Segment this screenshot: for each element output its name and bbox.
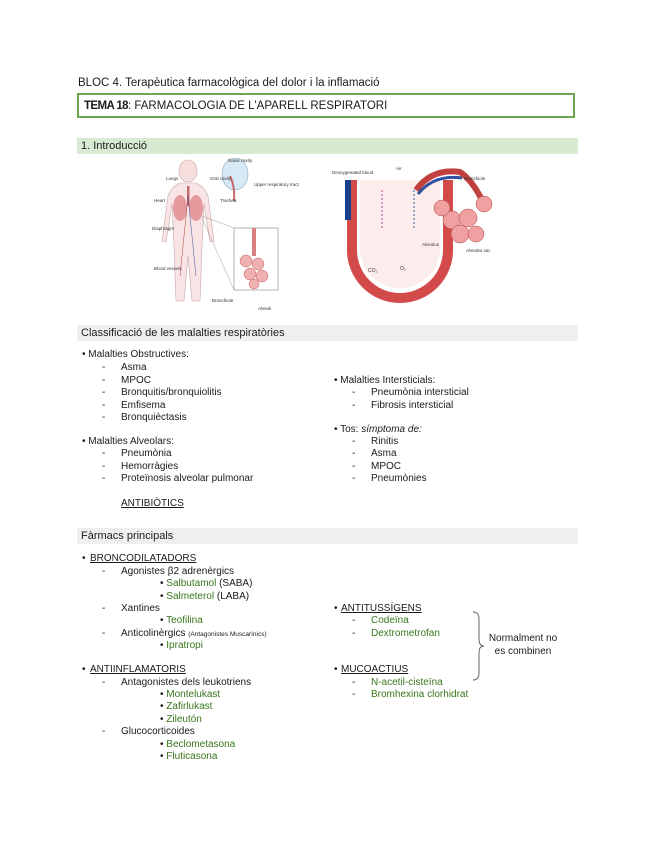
note-line-2: es combinen <box>494 646 552 657</box>
bullet: • <box>82 553 86 564</box>
label-alveolar-sac: Alveolar sac <box>466 248 491 253</box>
obstructive-item: Emfisema <box>121 400 166 411</box>
dash: - <box>352 387 356 398</box>
dash: - <box>102 375 106 386</box>
dash: - <box>102 362 106 373</box>
tos-item: Asma <box>371 448 397 459</box>
alveolus-figure <box>322 160 497 313</box>
obstructives-title: • Malalties Obstructives: <box>82 349 189 360</box>
drug-teofilina: • Teofilina <box>160 615 203 626</box>
antagonistes-label: Antagonistes dels leukotriens <box>121 677 252 688</box>
drug-bromhexina: Bromhexina clorhidrat <box>371 689 469 700</box>
dash: - <box>352 473 356 484</box>
dash: - <box>352 400 356 411</box>
intersticial-item: Pneumònia intersticial <box>371 387 469 398</box>
dash: - <box>102 400 106 411</box>
dash: - <box>352 615 356 626</box>
broncodilatadors-title: BRONCODILATADORS <box>90 553 197 564</box>
drug-dextrometrofan: Dextrometrofan <box>371 628 440 639</box>
drug-nac: N-acetil-cisteïna <box>371 677 443 688</box>
dash: - <box>102 603 106 614</box>
bullet: • <box>334 664 338 675</box>
tos-item: Pneumònies <box>371 473 427 484</box>
label-alveoli: Alveoli <box>258 306 272 311</box>
label-blood-vessels: Blood vessels <box>154 266 182 271</box>
obstructive-item: Asma <box>121 362 147 373</box>
dash: - <box>352 448 356 459</box>
dash: - <box>102 387 106 398</box>
label-heart: Heart <box>154 198 166 203</box>
brace-icon <box>471 611 485 681</box>
dash: - <box>102 628 106 639</box>
obstructive-item: Bronquitis/bronquiolitis <box>121 387 222 398</box>
intersticial-item: Fibrosis intersticial <box>371 400 454 411</box>
drug-ipratropi: • Ipratropi <box>160 640 203 651</box>
label-air: Air <box>396 166 402 171</box>
dash: - <box>102 412 106 423</box>
label-oral: Oral cavity <box>210 176 232 181</box>
label-upper-tract: Upper respiratory tract <box>254 182 299 187</box>
dash: - <box>352 689 356 700</box>
glucocorticoides-label: Glucocorticoides <box>121 726 195 737</box>
dash: - <box>102 566 106 577</box>
drug-zileuton: • Zileutón <box>160 714 202 725</box>
alveolar-item: Hemorràgies <box>121 461 179 472</box>
obstructive-item: MPOC <box>121 375 151 386</box>
tema-title: : FARMACOLOGIA DE L'APARELL RESPIRATORI <box>127 100 388 112</box>
tos-item: MPOC <box>371 461 401 472</box>
mucoactius-title: MUCOACTIUS <box>341 664 409 675</box>
dash: - <box>352 628 356 639</box>
drug-salmeterol: • Salmeterol (LABA) <box>160 591 250 602</box>
dash: - <box>102 448 106 459</box>
intersticials-title: • Malalties Intersticials: <box>334 375 436 386</box>
alveolars-title: • Malalties Alveolars: <box>82 436 174 447</box>
dash: - <box>352 461 356 472</box>
label-lungs: Lungs <box>166 176 179 181</box>
label-nasal: Nasal cavity <box>228 158 253 163</box>
antibiotics-label: ANTIBIÒTICS <box>121 498 184 509</box>
dash: - <box>352 677 356 688</box>
label-trachea: Trachea <box>220 198 237 203</box>
dash: - <box>352 436 356 447</box>
dash: - <box>102 461 106 472</box>
anticolinergics-label: Anticolinèrgics (Antagonistes Muscarínics) <box>121 628 267 639</box>
dash: - <box>102 473 106 484</box>
tos-item: Rinitis <box>371 436 399 447</box>
note-line-1: Normalment no <box>488 633 558 644</box>
label-bronchiole-r: Bronchiole <box>464 176 486 181</box>
obstructive-item: Bronquièctasis <box>121 412 187 423</box>
dash: - <box>102 677 106 688</box>
label-co2: CO₂ <box>368 268 378 274</box>
bullet: • <box>334 603 338 614</box>
section-farmacs: Fàrmacs principals <box>77 528 578 544</box>
dash: - <box>102 726 106 737</box>
respiratory-system-figure <box>150 156 299 313</box>
drug-zafirlukast: • Zafirlukast <box>160 701 213 712</box>
drug-beclometasona: • Beclometasona <box>160 739 236 750</box>
alveolar-item: Pneumònia <box>121 448 172 459</box>
tema-box <box>77 93 575 118</box>
antitussigens-title: ANTITUSSÍGENS <box>341 603 422 614</box>
drug-fluticasona: • Fluticasona <box>160 751 218 762</box>
bullet: • <box>82 664 86 675</box>
section-intro: 1. Introducció <box>77 138 578 154</box>
label-alveolus: Alveolus <box>422 242 440 247</box>
label-bronchiole: Bronchiole <box>212 298 234 303</box>
section-classificacio: Classificació de les malalties respiratòries <box>77 325 578 341</box>
label-o2: O₂ <box>400 266 406 272</box>
agonistes-label: Agonistes β2 adrenèrgics <box>121 566 235 577</box>
antiinflamatoris-title: ANTIINFLAMATORIS <box>90 664 186 675</box>
drug-montelukast: • Montelukast <box>160 689 221 700</box>
tos-title: • Tos: símptoma de: <box>334 424 422 435</box>
drug-salbutamol: • Salbutamol (SABA) <box>160 578 253 589</box>
tema-label: TEMA 18 <box>84 100 128 112</box>
xantines-label: Xantines <box>121 603 160 614</box>
label-diaphragm: Diaphragm <box>152 226 175 231</box>
alveolar-item: Proteïnosis alveolar pulmonar <box>121 473 254 484</box>
drug-codeina: Codeïna <box>371 615 409 626</box>
label-deoxygenated: Deoxygenated blood <box>332 170 374 175</box>
bloc-title: BLOC 4. Terapèutica farmacològica del dolor i la inflamació <box>78 77 380 89</box>
